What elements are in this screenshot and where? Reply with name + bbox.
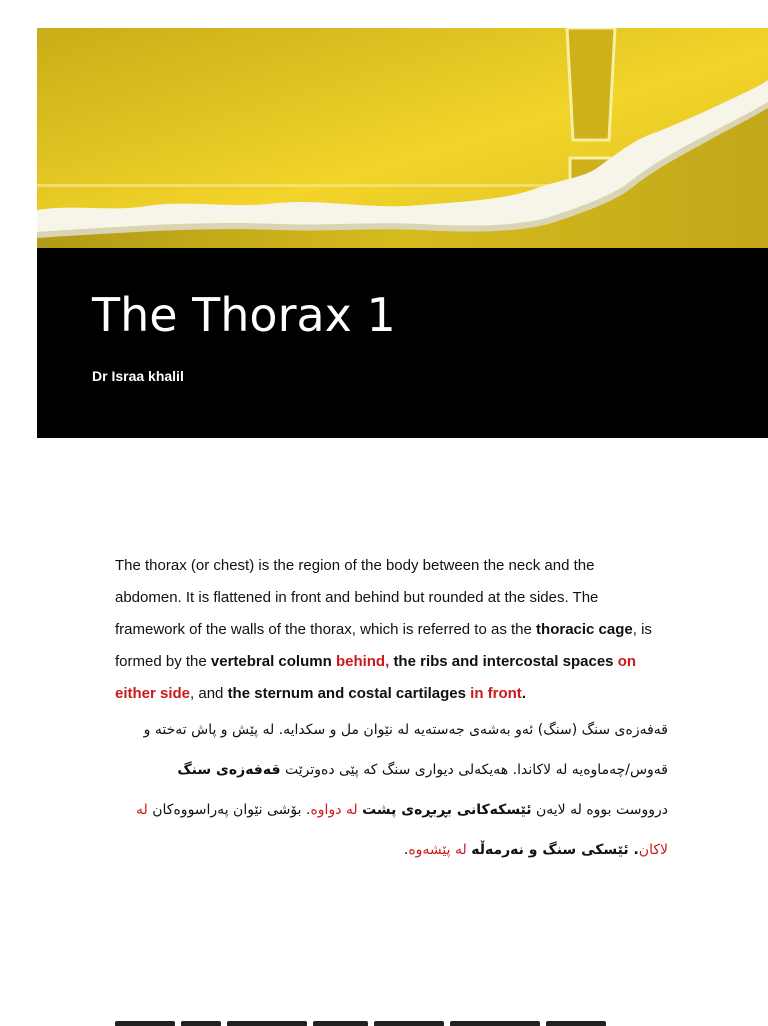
kurdish-paragraph [115,710,668,870]
term-behind-ku: لە دواوە [310,802,363,818]
term-vertebral-column-ku: ئێسکەکانی بڕبڕەی پشت [362,802,532,818]
kurdish-line-3 [115,790,668,830]
text-segment: , and [190,685,228,702]
term-either-side-ku: لە [136,802,148,818]
torn-paper-illustration [37,28,768,248]
term-thoracic-cage-ku: قەفەزەی سنگ [177,762,281,778]
title-block [37,248,768,438]
author-name: Dr Israa khalil [92,368,184,384]
next-paragraph-clipped [115,1014,635,1026]
term-vertebral-column: vertebral column [210,653,332,670]
term-in-front: in front [470,685,522,702]
header-banner [37,28,768,248]
kurdish-line-2 [115,750,668,790]
kurdish-line-4 [115,830,668,870]
text-segment: . بۆشی نێوان پەراسووەکان [147,802,311,818]
page-title: The Thorax 1 [92,288,396,342]
term-sternum-ku: . ئێسکی سنگ و نەرمەڵە [471,842,639,858]
text-segment: قەفەزەی سنگ (سنگ) ئەو بەشەی جەستەیە لە نێوان مل و سکدایە. لە پێش و پاش تەختە و [143,722,668,738]
text-segment: , is formed by the [115,621,652,670]
english-paragraph [115,550,663,710]
term-either-side-ku-cont: لاکان [638,842,668,858]
term-thoracic-cage: thoracic cage [536,621,633,638]
text-segment: . [521,685,526,702]
text-segment: . [403,842,409,858]
term-either-side: on either side [115,653,637,702]
text-segment: The thorax (or chest) is the region of the body between the neck and the abdomen. It is flattened in front and behind but rounded at the sides. The framework of the walls of the thorax, which is referred to as the [115,557,599,638]
text-segment: درووست بووە لە لایەن [531,802,668,818]
term-sternum: the sternum and costal cartilages [227,685,466,702]
text-segment: قەوس/چەماوەیە لە لاکاندا. هەیکەلی دیواری سنگ کە پێی دەوترێت [280,762,668,778]
term-ribs: the ribs and intercostal spaces [393,653,614,670]
term-in-front-ku: لە پێشەوە [408,842,472,858]
kurdish-line-1 [115,710,668,750]
term-behind: behind, [335,653,390,670]
